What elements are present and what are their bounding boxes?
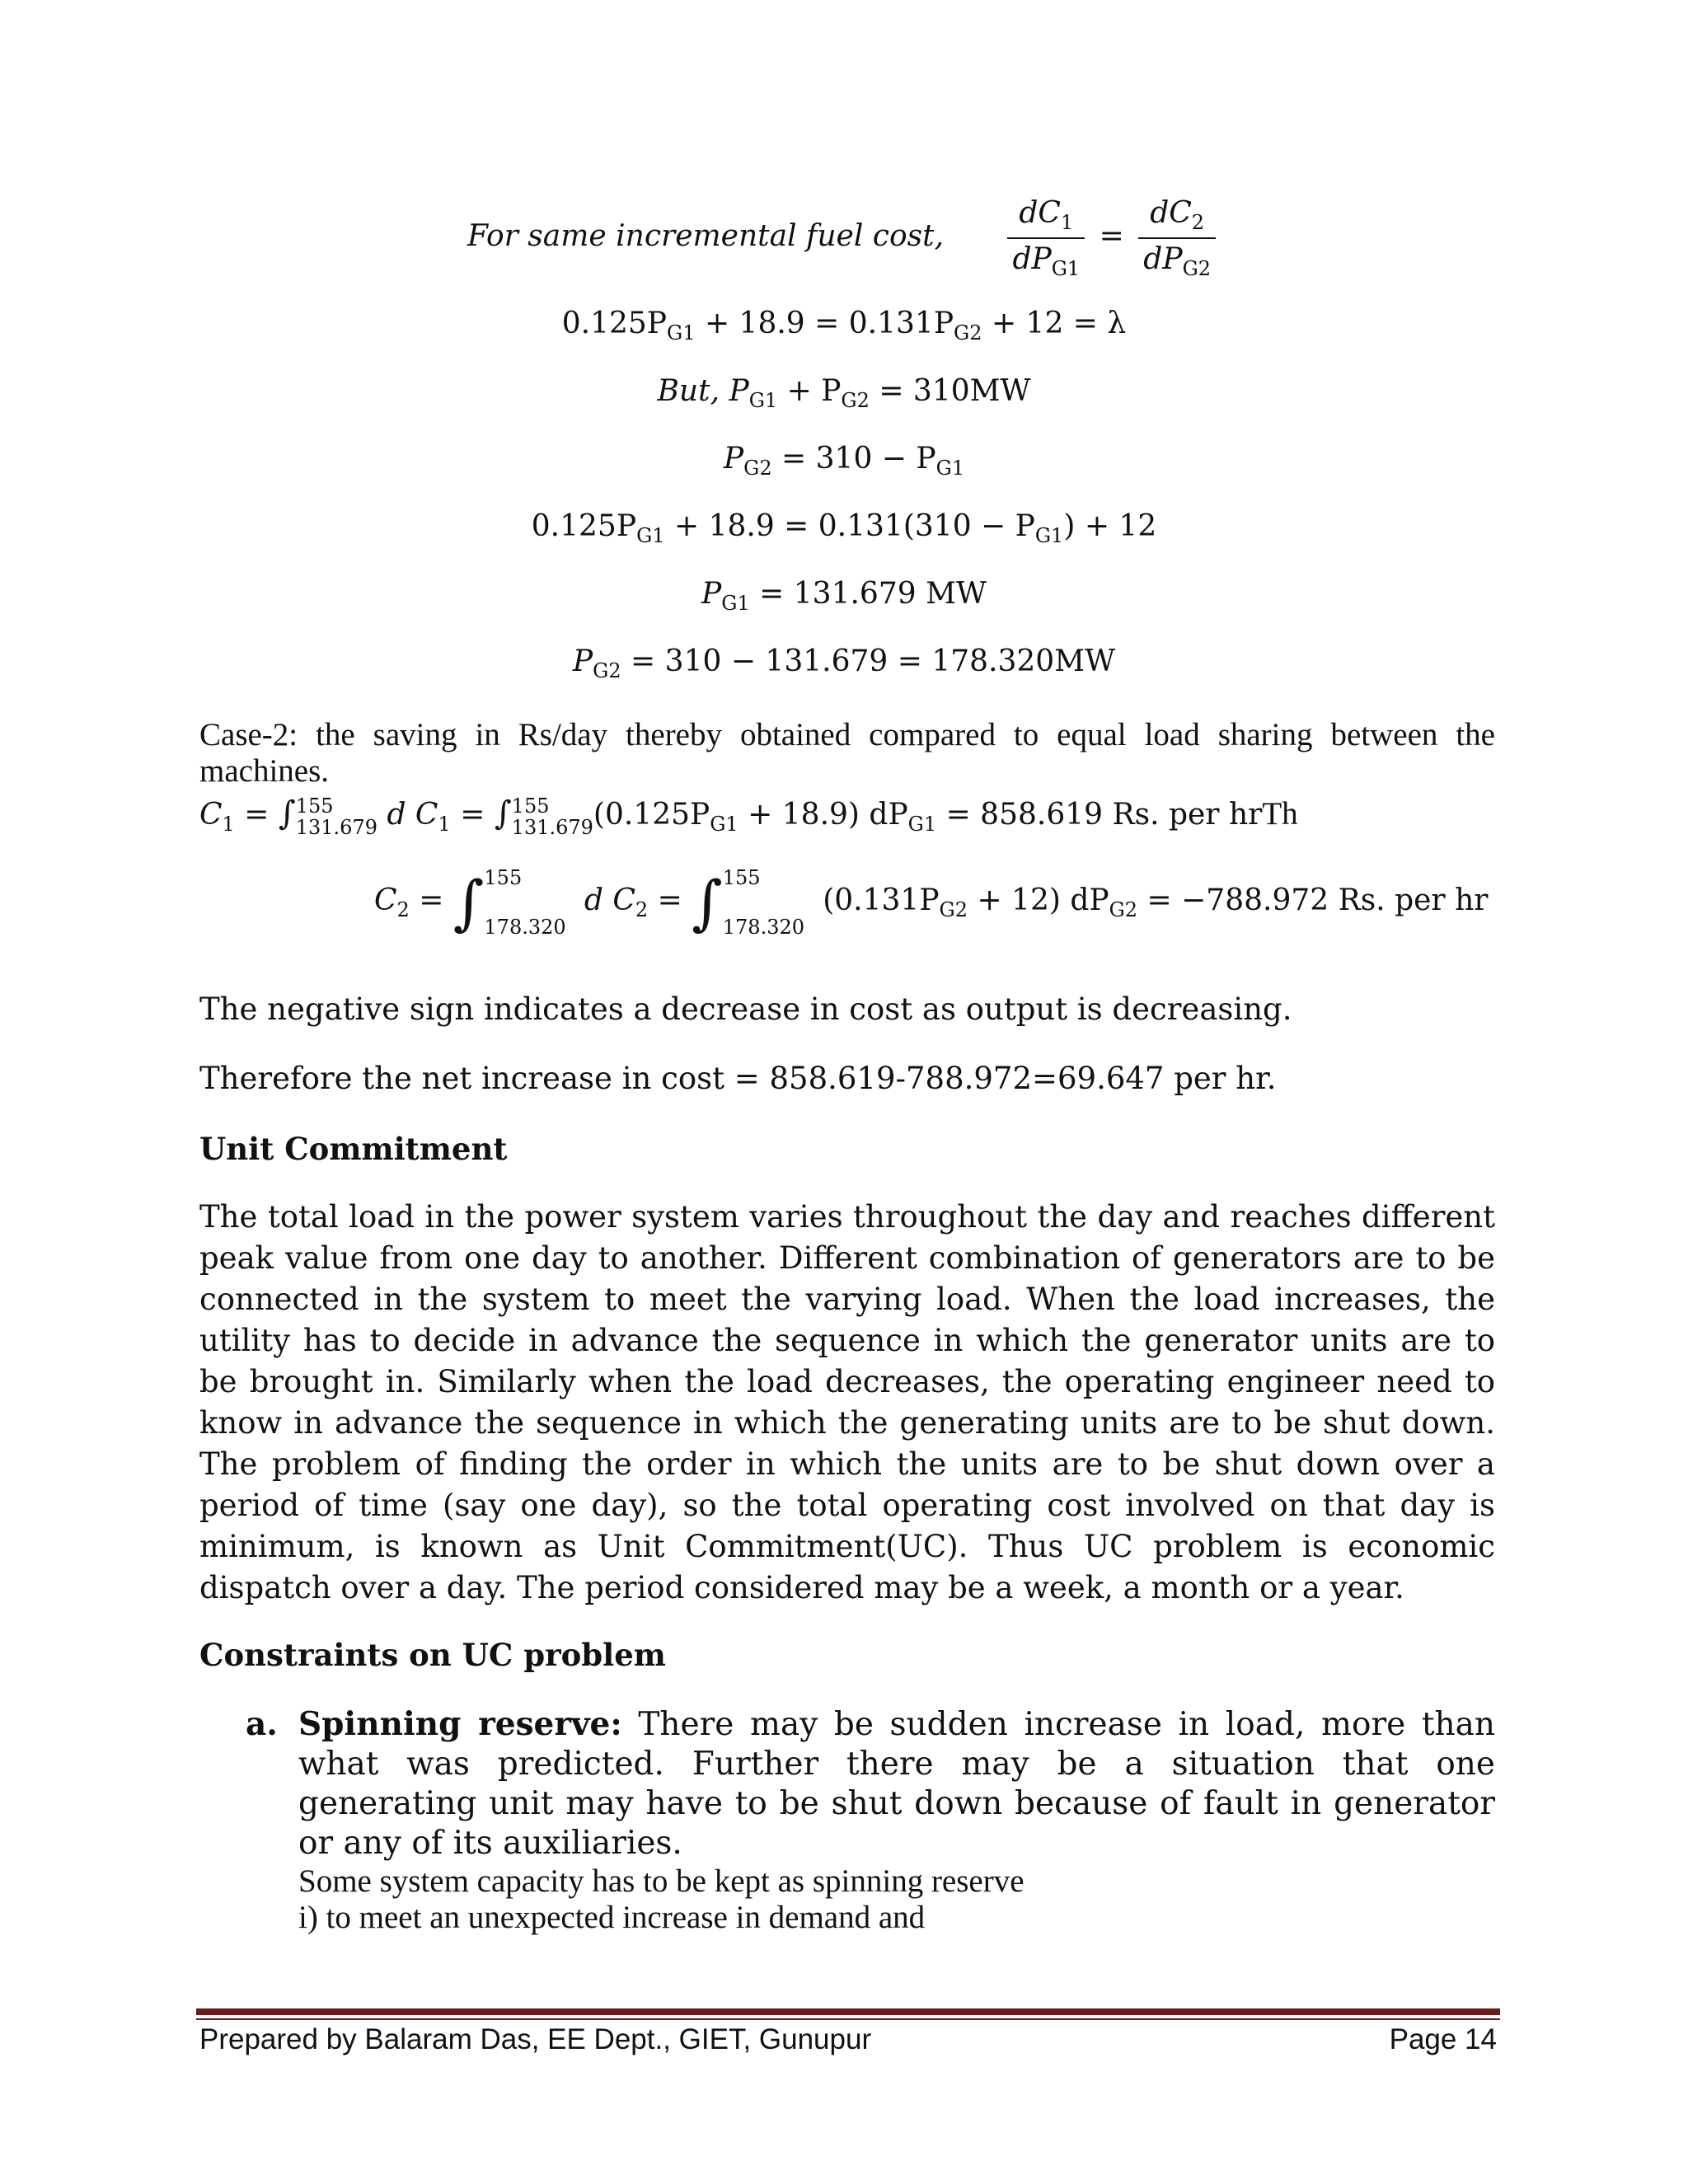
heading-unit-commitment: Unit Commitment [199,1131,508,1167]
equation-total-load: But, $P_{G1} + P_{G2} = 310MW$ [657,374,1031,413]
equation-c1: $C_1$ = ∫ 155 131.679 d $C_1$ = ∫ 155 131.679 $(0.125P_{G1} + 18.9) dP_{G1} = 858.619$ Rs. per hrTh [199,794,1298,839]
negative-sign-paragraph: The negative sign indicates a decrease in cost as output is decreasing. [199,991,1292,1027]
footer-author: Prepared by Balaram Das, EE Dept., GIET, Gunupur [199,2023,872,2055]
footer-page-number: Page 14 [1389,2023,1497,2055]
list-item-spinning-reserve [246,1704,1495,1936]
equation-lambda: $0.125P_{G1} + 18.9 = 0.131P_{G2} + 12 = \lambda$ [561,307,1127,345]
list-item-line2: Some system capacity has to be kept as spinning reserve [298,1863,1025,1899]
list-item-line3: i) to meet an unexpected increase in demand and [298,1900,926,1935]
net-increase-paragraph: Therefore the net increase in cost = 858.619-788.972=69.647 per hr. [199,1061,1277,1096]
equation-substitution: $0.125P_{G1} + 18.9 = 0.131(310 - P_{G1}) + 12$ [531,509,1157,548]
case2-paragraph: Case-2: the saving in Rs/day thereby obtained compared to equal load sharing between the machines. [199,717,1495,789]
equation-c2: $C_2$ = ∫ 155 178.320 d $C_2$ = ∫ 155 178.320 $(0.131P_{G2} + 12) dP_{G2} = -788.972$ Rs. per hr [374,866,1489,939]
footer-rule [196,2008,1500,2015]
equation-pg2-result: $P_{G2} = 310 - 131.679 = 178.320MW$ [572,644,1116,683]
equation-pg1-result: $P_{G1} = 131.679$ MW [701,577,987,616]
footer-rule-thin [196,2018,1500,2020]
list-item-title: Spinning reserve: [298,1705,622,1743]
fraction-dc1: $\frac{dC_1}{dP_{G1}}$ [1007,196,1085,280]
unit-commitment-paragraph: The total load in the power system varies throughout the day and reaches different peak value from one day to another. Different combination of generators are to be connected in the system to meet the varying load. When the load increases, the utility has to decide in advance the sequence in which the generator units are to be brought in. Similarly when the load decreases, the operating engineer need to know in advance the sequence in which the generating units are to be shut down. The problem of finding the order in which the units are to be shut down over a period of time (say one day), so the total operating cost involved on that day is minimum, is known as Unit Commitment(UC). Thus UC problem is economic dispatch over a day. The period considered may be a week, a month or a year. [199,1199,1495,1605]
list-marker: a. [246,1705,278,1743]
list-item-text: There may be sudden increase in load, more than what was predicted. Further there may be a situation that one generating unit may have to be shut down because of fault in generator or any of its auxiliaries. [298,1706,1495,1862]
heading-constraints: Constraints on UC problem [199,1637,666,1673]
equation-incremental-cost: For same incremental fuel cost, $\frac{dC_1}{dP_{G1}}$ = $\frac{dC_2}{dP_{G2}}$ [0,196,1688,280]
equation-label: For same incremental fuel cost, [467,219,945,254]
equation-pg2: $P_{G2} = 310 - P_{G1}$ [723,442,965,480]
fraction-dc2: $\frac{dC_2}{dP_{G2}}$ [1138,196,1216,280]
